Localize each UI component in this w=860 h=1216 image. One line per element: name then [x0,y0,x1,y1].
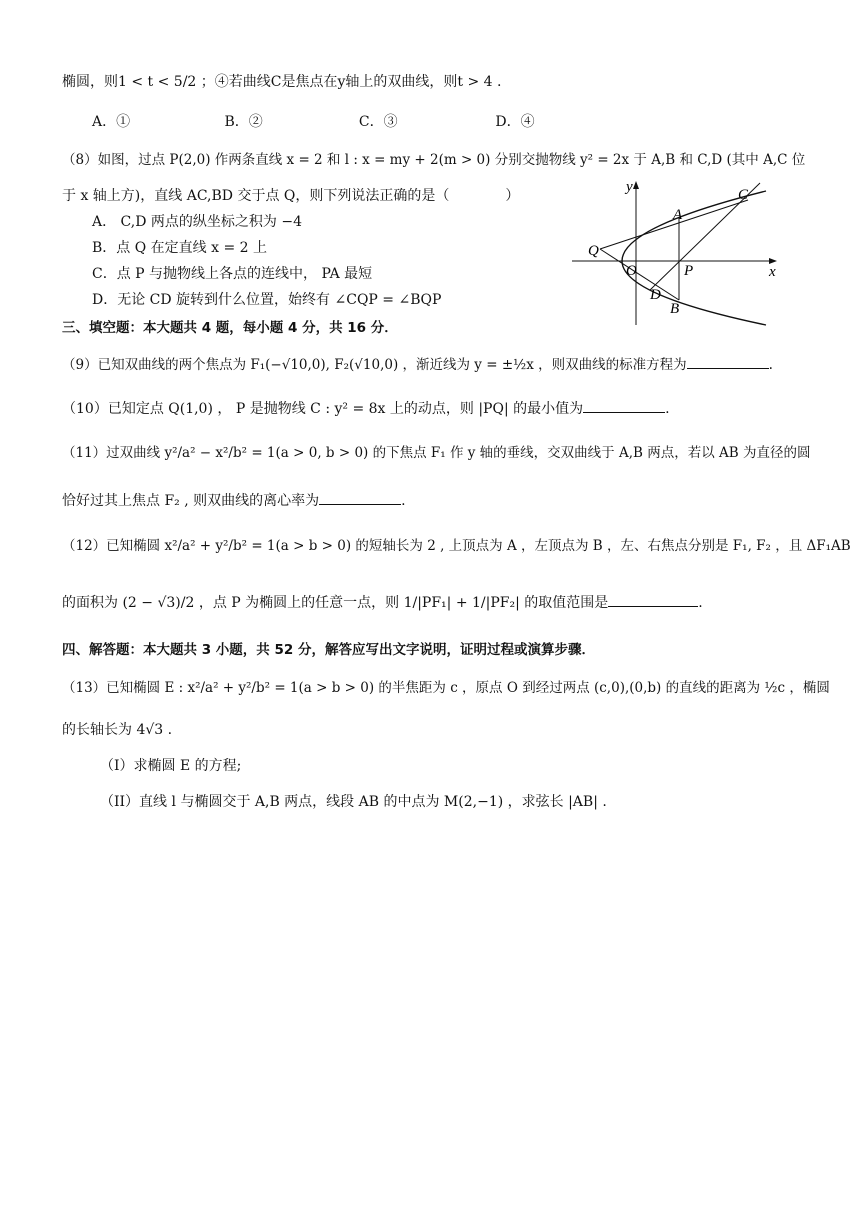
q8-option-d[interactable]: D．无论 CD 旋转到什么位置，始终有 ∠CQP = ∠BQP [92,292,442,308]
q11-stem-1: （11）过双曲线 y²/a² − x²/b² = 1(a > 0, b > 0) 的下焦点 F₁ 作 y 轴的垂线，交双曲线于 A,B 两点，若以 AB 为直径的圆 [62,445,811,461]
fig-label-y: y [626,179,633,195]
q11: 恰好过其上焦点 F₂ , 则双曲线的离心率为 . [62,490,406,511]
q11-answer-blank[interactable] [319,490,401,505]
q9: （9）已知双曲线的两个焦点为 F₁(−√10,0), F₂(√10,0) ，渐近线为 y = ±½x ，则双曲线的标准方程为 . [62,354,773,375]
fig-label-q: Q [588,243,599,259]
q7-option-a[interactable]: A．① [92,114,131,130]
fig-label-a: A [673,207,683,223]
q7-option-b[interactable]: B．② [224,114,263,130]
section-fill-in: 三、填空题：本大题共 4 题，每小题 4 分，共 16 分． [62,320,398,336]
q13-part-i: （I）求椭圆 E 的方程; [100,758,242,774]
q9-answer-blank[interactable] [687,354,769,369]
q12-answer-blank[interactable] [608,592,698,607]
fig-label-b: B [670,301,680,317]
q7-tail: 椭圆，则1 < t < 5/2 ；④若曲线C是焦点在y轴上的双曲线，则t > 4 . [62,74,502,90]
q8-option-b[interactable]: B．点 Q 在定直线 x = 2 上 [92,240,267,256]
section-solutions: 四、解答题：本大题共 3 小题，共 52 分，解答应写出文字说明，证明过程或演算步骤． [62,642,595,658]
q13-part-ii: （II）直线 l 与椭圆交于 A,B 两点，线段 AB 的中点为 M(2,−1) ，求弦长 |AB| . [100,794,607,810]
q12-stem-1: （12）已知椭圆 x²/a² + y²/b² = 1(a > b > 0) 的短轴长为 2 , 上顶点为 A ，左顶点为 B ，左、右焦点分别是 F₁, F₂ ，且 ΔF₁AB [62,538,851,554]
q12-text: 的面积为 (2 − √3)/2 ，点 P 为椭圆上的任意一点，则 1/|PF₁| + 1/|PF₂| 的取值范围是 [62,595,609,611]
q8-stem-2: 于 x 轴上方)，直线 AC,BD 交于点 Q，则下列说法正确的是（ ） [62,188,520,204]
q10: （10）已知定点 Q(1,0) ， P 是抛物线 C : y² = 8x 上的动点，则 |PQ| 的最小值为 . [62,398,670,419]
q8-stem-1: （8）如图，过点 P(2,0) 作两条直线 x = 2 和 l : x = my + 2(m > 0) 分别交抛物线 y² = 2x 于 A,B 和 C,D (其中 A,C 位 [62,152,806,168]
fig-label-c: C [738,187,749,203]
fig-label-x: x [769,264,776,280]
q7-option-c[interactable]: C．③ [358,114,398,130]
q11-text: 恰好过其上焦点 F₂ , 则双曲线的离心率为 [62,493,320,509]
q7-option-d[interactable]: D．④ [495,114,535,130]
q13-stem-2: 的长轴长为 4√3 . [62,722,173,738]
q9-text: （9）已知双曲线的两个焦点为 F₁(−√10,0), F₂(√10,0) ，渐近线为 y = ±½x ，则双曲线的标准方程为 [62,357,687,373]
parabola-figure [570,175,785,330]
fig-label-d: D [650,287,661,303]
q8-option-a[interactable]: A． C,D 两点的纵坐标之积为 −4 [92,214,302,230]
q7-options [92,112,535,132]
q8-option-c[interactable]: C．点 P 与抛物线上各点的连线中， PA 最短 [92,266,373,282]
fig-label-o: O [626,263,637,279]
q13-stem-1: （13）已知椭圆 E : x²/a² + y²/b² = 1(a > b > 0) 的半焦距为 c ，原点 O 到经过两点 (c,0),(0,b) 的直线的距离为 ½c ，椭圆 [62,680,830,696]
q10-text: （10）已知定点 Q(1,0) ， P 是抛物线 C : y² = 8x 上的动点，则 |PQ| 的最小值为 [62,401,584,417]
q12: 的面积为 (2 − √3)/2 ，点 P 为椭圆上的任意一点，则 1/|PF₁| + 1/|PF₂| 的取值范围是 . [62,592,703,613]
fig-label-p: P [684,263,694,279]
q10-answer-blank[interactable] [583,398,665,413]
